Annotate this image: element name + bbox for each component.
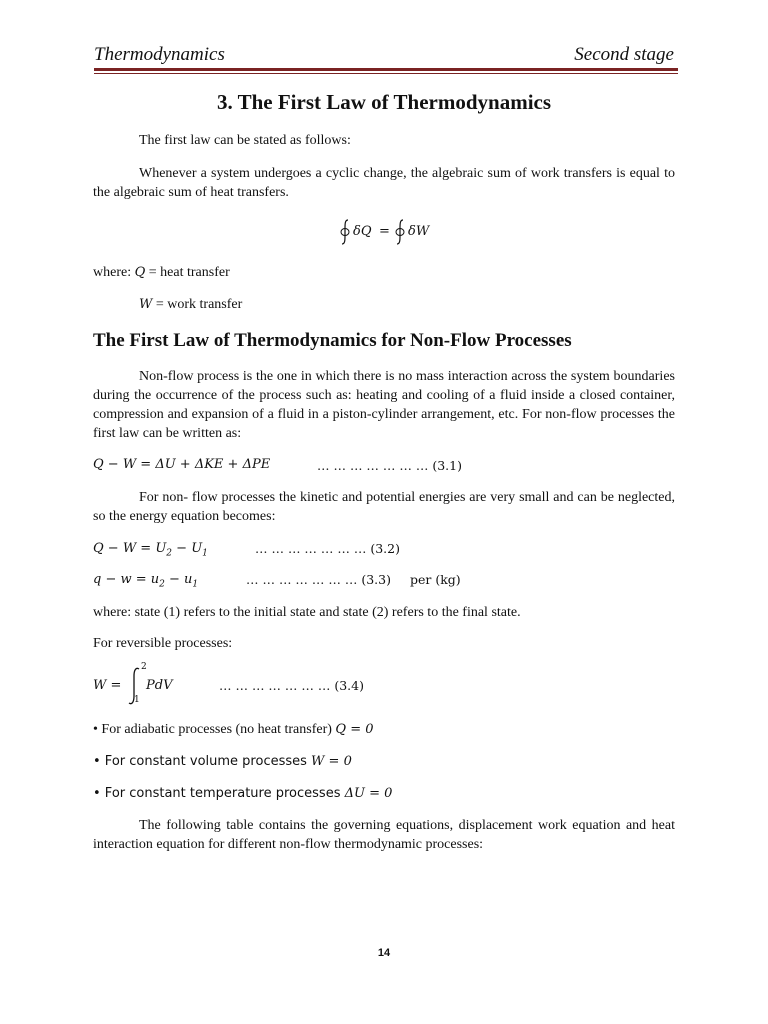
state-note: where: state (1) refers to the initial state and state (2) refers to the final state. xyxy=(93,605,521,620)
first-law-statement: Whenever a system undergoes a cyclic change, the algebraic sum of work transfers is equal to the algebraic sum of heat transfers. xyxy=(93,166,675,200)
intro-text: The first law can be stated as follows: xyxy=(139,133,351,148)
reversible-label: For reversible processes: xyxy=(93,636,233,651)
bullet-volume-math: W = 0 xyxy=(311,754,352,769)
bullet-adiabatic-text: • For adiabatic processes (no heat transfer) xyxy=(93,722,336,737)
cyclic-equation xyxy=(338,218,448,248)
cyclic-integral-sign-right xyxy=(393,218,407,246)
header-subject: Thermodynamics xyxy=(94,44,225,65)
cyclic-equals: = xyxy=(379,224,390,239)
chapter-title: 3. The First Law of Thermodynamics xyxy=(216,90,552,114)
eq32-sub-1: 1 xyxy=(202,548,208,559)
heat-transfer-text: = heat transfer xyxy=(145,265,230,280)
bullet-adiabatic-math: Q = 0 xyxy=(335,722,374,737)
eq34-upper-limit: 2 xyxy=(141,662,147,672)
bullet-constant-temperature xyxy=(93,784,675,803)
eq34-lower-limit: 1 xyxy=(134,695,140,705)
equation-3-3-unit: per (kg) xyxy=(410,572,461,587)
equation-3-1: Q − W = ΔU + ΔKE + ΔPE xyxy=(93,457,271,472)
equation-3-3 xyxy=(93,572,198,590)
where-work xyxy=(139,295,721,314)
where-heat xyxy=(93,263,675,282)
eq34-integrand: PdV xyxy=(146,678,173,693)
page-header xyxy=(94,44,674,66)
symbol-w: W xyxy=(139,297,153,312)
header-stage: Second stage xyxy=(574,44,674,65)
bullet-temperature-math: ΔU = 0 xyxy=(344,786,393,801)
where-label: where: xyxy=(93,265,135,280)
equation-3-2 xyxy=(93,541,208,559)
equation-3-3-number: … … … … … … … (3.3) xyxy=(246,572,391,587)
eq33-lhs: q − w = u xyxy=(93,572,160,587)
eq32-sub-2: 2 xyxy=(166,548,173,559)
eq33-mid: − u xyxy=(164,572,193,587)
bullet-temperature-text: • For constant temperature processes xyxy=(93,786,345,801)
cyclic-integral-sign-left xyxy=(338,218,352,246)
neglect-paragraph: For non- flow processes the kinetic and potential energies are very small and can be neglected, so the energy equation becomes: xyxy=(93,490,675,524)
eq32-mid: − U xyxy=(172,541,203,556)
eq34-lhs: W = xyxy=(93,678,122,693)
header-rule-thin xyxy=(94,73,678,74)
header-rule-thick xyxy=(94,68,678,71)
page-number: 14 xyxy=(377,947,391,959)
nonflow-paragraph: Non-flow process is the one in which there is no mass interaction across the system boundaries during the occurrence of the process such as: heating and cooling of a fluid inside a closed container, compression and expansion of a fluid in a piston-cylinder arrangement, etc. For non-flow processes the first law can be written as: xyxy=(93,369,675,441)
bullet-constant-volume xyxy=(93,752,675,771)
section-heading: The First Law of Thermodynamics for Non-Flow Processes xyxy=(93,330,572,351)
cyclic-lhs: δQ xyxy=(353,224,372,239)
equation-3-2-number: … … … … … … … (3.2) xyxy=(255,541,400,556)
table-intro-paragraph: The following table contains the governing equations, displacement work equation and heat interaction equation for different non-flow thermodynamic processes: xyxy=(93,818,675,852)
eq32-lhs: Q − W = U xyxy=(93,541,167,556)
cyclic-rhs: δW xyxy=(408,224,430,239)
eq33-sub-2: 2 xyxy=(159,579,165,590)
eq33-sub-1: 1 xyxy=(192,579,199,590)
bullet-adiabatic xyxy=(93,720,675,739)
equation-3-1-number: … … … … … … … (3.1) xyxy=(317,458,462,473)
bullet-volume-text: • For constant volume processes xyxy=(93,754,312,769)
symbol-q: Q xyxy=(134,265,146,280)
work-transfer-text: = work transfer xyxy=(152,297,243,312)
equation-3-4-number: … … … … … … … (3.4) xyxy=(219,678,364,693)
